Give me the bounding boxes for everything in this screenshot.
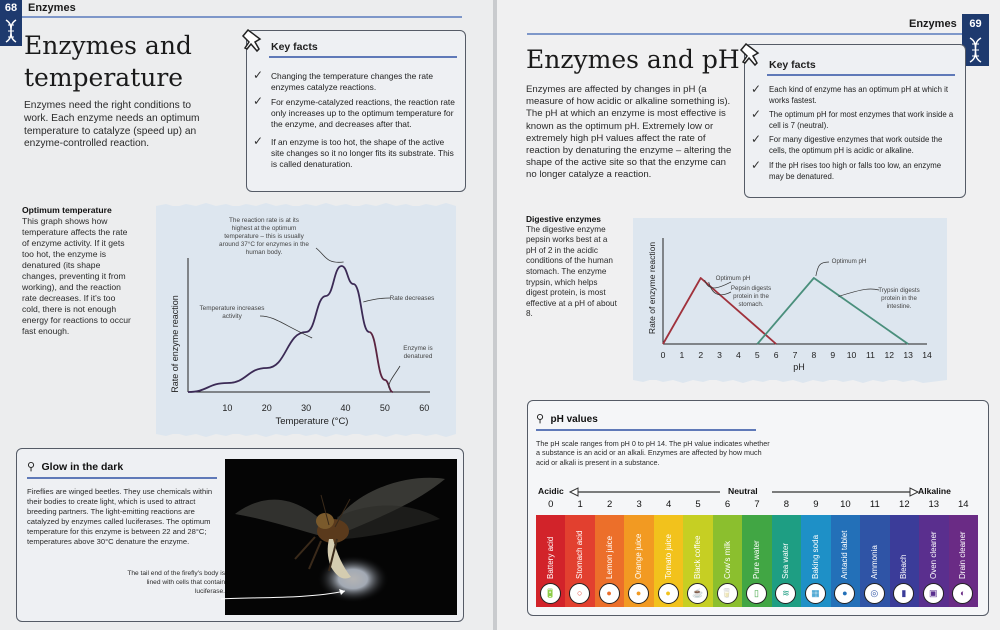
ph-color-strip xyxy=(536,515,978,607)
optimum-temp-text: This graph shows how temperature affects the rate of enzyme activity. If it gets too hot, the enzyme is denatured (its shape changes, preventing it from working), and the reaction rate decreases. If it's too cold, there is not enough energy for reactions to occur fast enough. xyxy=(22,216,131,336)
trypsin-arrow xyxy=(838,289,879,297)
checkmark-icon: ✓ xyxy=(253,134,264,148)
drain-cleaner-icon: ◐ xyxy=(952,583,973,604)
ph-swatch xyxy=(742,515,772,607)
header-rule-right xyxy=(527,33,965,35)
key-fact-item xyxy=(751,132,959,156)
ph-x-tick-label: 10 xyxy=(846,350,857,360)
alkaline-label: Alkaline xyxy=(918,486,951,496)
key-fact-text: Each kind of enzyme has an optimum pH at which it works fastest. xyxy=(769,85,948,105)
torn-edge xyxy=(156,202,456,210)
waves-icon: ≋ xyxy=(775,583,796,604)
magnifier-icon: ⚲ xyxy=(27,461,36,473)
pushpin-icon xyxy=(239,27,269,57)
torn-edge xyxy=(633,376,947,384)
annotation-line: stomach. xyxy=(738,301,764,308)
ph-swatch xyxy=(624,515,654,607)
checkmark-icon: ✓ xyxy=(751,132,762,146)
ph-chart xyxy=(633,218,947,380)
annotation-line: Trypsin digests xyxy=(878,287,920,294)
annotation-line: The reaction rate is at its xyxy=(229,217,299,224)
ph-chart-xlabel: pH xyxy=(793,362,805,372)
ph-swatch-label: Pure water xyxy=(751,540,761,579)
temp-x-tick-label: 50 xyxy=(379,403,390,413)
caption-arrow xyxy=(217,569,357,609)
tablet-icon: ● xyxy=(834,583,855,604)
neutral-label: Neutral xyxy=(728,486,758,496)
bleach-bottle-icon: ▮ xyxy=(893,583,914,604)
ph-number: 11 xyxy=(869,499,880,510)
ph-swatch-label: Drain cleaner xyxy=(958,531,968,579)
ph-x-tick-label: 7 xyxy=(792,350,798,360)
orange-icon: ● xyxy=(628,583,649,604)
annotation-line: Rate decreases xyxy=(389,295,435,302)
ph-swatch-label: Tomato juice xyxy=(663,534,673,579)
ph-number: 0 xyxy=(548,499,554,510)
key-facts-rule-right xyxy=(767,74,955,76)
ph-x-tick-label: 12 xyxy=(884,350,895,360)
ph-number: 6 xyxy=(724,499,731,510)
ph-rule xyxy=(536,429,756,431)
temp-increase-arrow xyxy=(260,316,312,338)
annotation-line: activity xyxy=(222,313,242,320)
temperature-chart xyxy=(156,206,456,434)
dna-icon xyxy=(0,16,22,46)
ph-swatch xyxy=(565,515,595,607)
annotation-line: protein in the xyxy=(733,293,769,300)
oven-icon: ▣ xyxy=(923,583,944,604)
temp-decrease-arrow xyxy=(363,298,390,302)
ph-number-row xyxy=(536,499,978,513)
checkmark-icon: ✓ xyxy=(751,82,762,96)
torn-edge xyxy=(156,430,456,438)
ph-x-tick-label: 14 xyxy=(922,350,932,360)
ph-chart-ylabel: Rate of enzyme reaction xyxy=(647,241,657,335)
digestive-heading: Digestive enzymes xyxy=(526,214,601,224)
battery-icon: 🔋 xyxy=(540,583,561,604)
coffee-cup-icon: ☕ xyxy=(687,583,708,604)
trypsin-optimum-annotation xyxy=(832,258,867,265)
key-facts-heading-left: Key facts xyxy=(271,41,318,53)
annotation-line: Pepsin digests xyxy=(730,285,772,292)
key-fact-text: For enzyme-catalyzed reactions, the reaction rate only increases up to the optimum temperature for the enzyme, and decreases after that. xyxy=(271,97,455,129)
ph-swatch xyxy=(772,515,802,607)
key-fact-item xyxy=(253,94,461,130)
intro-text-right: Enzymes are affected by changes in pH (a measure of how acidic or alkaline something is). The pH at which an enzyme is most effective is known as the optimum pH. Extremely low or extremely high pH values affect the rate of reaction by denaturing the enzyme – altering the shape of the active site so that the enzyme can no longer catalyze a reaction. xyxy=(526,84,732,181)
key-facts-box-right xyxy=(744,44,966,198)
ph-number: 2 xyxy=(607,499,613,510)
annotation-line: denatured xyxy=(403,353,433,360)
temp-denatured-arrow xyxy=(389,366,400,388)
ph-swatch-label: Antacid tablet xyxy=(840,530,850,579)
key-fact-item xyxy=(751,158,949,182)
ph-swatch-label: Oven cleaner xyxy=(928,531,938,579)
temp-x-tick-label: 20 xyxy=(261,403,272,413)
ph-swatch-label: Ammonia xyxy=(869,545,879,579)
key-fact-text: Changing the temperature changes the rate enzymes catalyze reactions. xyxy=(271,71,434,92)
checkmark-icon: ✓ xyxy=(751,107,762,121)
temp-x-tick-label: 10 xyxy=(222,403,233,413)
ph-number: 9 xyxy=(813,499,819,510)
annotation-line: around 37°C for enzymes in the xyxy=(219,241,309,248)
pushpin-icon xyxy=(737,41,767,71)
ph-x-tick-label: 0 xyxy=(660,350,666,360)
ph-x-tick-label: 1 xyxy=(679,350,685,360)
ph-swatch-label: Battery acid xyxy=(545,536,555,579)
ph-swatch xyxy=(683,515,713,607)
ph-x-tick-label: 4 xyxy=(736,350,741,360)
annotation-line: Optimum pH xyxy=(715,275,751,282)
ph-swatch-label: Lemon juice xyxy=(604,535,614,579)
ph-swatch xyxy=(831,515,861,607)
ph-heading-row xyxy=(536,409,598,427)
ph-number: 4 xyxy=(665,499,672,510)
water-glass-icon: ▯ xyxy=(746,583,767,604)
dna-icon xyxy=(962,34,989,66)
page-title-right: Enzymes and pH xyxy=(526,45,740,74)
intro-text-left: Enzymes need the right conditions to work. Each enzyme needs an optimum temperature to catalyze (speed up) an enzyme-controlled reaction. xyxy=(24,100,200,150)
temp-decrease-annotation xyxy=(390,295,435,302)
key-fact-text: The optimum pH for most enzymes that work inside a cell is 7 (neutral). xyxy=(769,110,954,130)
annotation-line: human body. xyxy=(245,249,283,256)
checkmark-icon: ✓ xyxy=(751,158,762,172)
temp-x-tick-label: 40 xyxy=(340,403,351,413)
ph-swatch-label: Bleach xyxy=(899,554,909,579)
temperature-chart-panel xyxy=(156,206,456,434)
trypsin-annotation xyxy=(878,287,919,310)
key-fact-text: If an enzyme is too hot, the shape of the active site changes so it no longer fits its substrate. This is called denaturation. xyxy=(271,137,454,169)
ammonia-icon: ◎ xyxy=(864,583,885,604)
ph-number: 10 xyxy=(840,499,851,510)
left-page xyxy=(0,0,493,630)
temp-denatured-annotation xyxy=(403,345,433,360)
annotation-line: Enzyme is xyxy=(403,345,433,352)
temp-x-tick-label: 30 xyxy=(301,403,312,413)
ph-direction-arrow xyxy=(568,485,948,499)
optimum-temp-heading: Optimum temperature xyxy=(22,205,112,215)
ph-chart-panel xyxy=(633,218,947,380)
lemon-icon: ● xyxy=(599,583,620,604)
ph-number: 13 xyxy=(928,499,940,510)
ph-swatch xyxy=(919,515,949,607)
header-rule-left xyxy=(22,16,462,18)
ph-values-heading: pH values xyxy=(550,414,598,425)
ph-swatch-label: Baking soda xyxy=(810,534,820,579)
annotation-line: Temperature increases xyxy=(199,305,265,312)
glow-heading: Glow in the dark xyxy=(41,461,124,473)
ph-number: 5 xyxy=(695,499,701,510)
ph-x-tick-label: 2 xyxy=(698,350,704,360)
ph-x-tick-label: 8 xyxy=(811,350,817,360)
checkmark-icon: ✓ xyxy=(253,94,264,108)
title-line-1: Enzymes and xyxy=(24,31,192,60)
ph-values-box xyxy=(527,400,989,616)
ph-swatch xyxy=(595,515,625,607)
section-header-left: Enzymes xyxy=(28,2,76,14)
annotation-line: highest at the optimum xyxy=(231,225,297,232)
digestive-block xyxy=(526,214,618,320)
ph-swatch xyxy=(801,515,831,607)
key-fact-item xyxy=(253,134,457,170)
tomato-icon: ● xyxy=(658,583,679,604)
key-fact-item xyxy=(751,82,949,106)
key-fact-item xyxy=(751,107,955,131)
right-page xyxy=(497,0,1000,630)
ph-number: 8 xyxy=(783,499,790,510)
ph-swatch xyxy=(654,515,684,607)
temp-increase-annotation xyxy=(199,305,264,320)
page-number-right: 69 xyxy=(962,14,989,34)
milk-bottle-icon: 🥛 xyxy=(717,583,738,604)
glow-rule xyxy=(27,477,217,479)
ph-swatch xyxy=(890,515,920,607)
stomach-icon: ○ xyxy=(569,583,590,604)
key-fact-text: For many digestive enzymes that work outside the cells, the optimum pH is acidic or alkaline. xyxy=(769,135,943,155)
key-fact-text: If the pH rises too high or falls too low, an enzyme may be denatured. xyxy=(769,161,942,181)
ph-number: 1 xyxy=(577,499,583,510)
key-facts-rule-left xyxy=(269,56,457,58)
title-line-2: temperature xyxy=(24,63,184,92)
temp-optimum-annotation xyxy=(219,217,309,256)
ph-values-text: The pH scale ranges from pH 0 to pH 14. The pH value indicates whether a substance is an acid or an alkali. Enzymes are affected by how much acid or alkali is present in a substance. xyxy=(536,439,770,467)
optimum-temp-block xyxy=(22,205,134,337)
ph-x-tick-label: 11 xyxy=(865,350,875,360)
ph-swatch-label: Black coffee xyxy=(693,535,703,579)
checkmark-icon: ✓ xyxy=(253,68,264,82)
magnifier-icon: ⚲ xyxy=(536,413,545,425)
trypsin-optimum-arrow xyxy=(816,262,829,276)
annotation-line: protein in the xyxy=(881,295,917,302)
section-header-right: Enzymes xyxy=(909,18,957,30)
ph-number: 3 xyxy=(636,499,642,510)
ph-number: 12 xyxy=(899,499,910,510)
acidic-label: Acidic xyxy=(538,486,564,496)
temp-curve-line xyxy=(188,266,369,392)
ph-swatch xyxy=(949,515,979,607)
temp-x-tick-label: 60 xyxy=(419,403,430,413)
pepsin-optimum-annotation xyxy=(716,275,751,282)
ph-x-tick-label: 13 xyxy=(903,350,913,360)
ph-x-tick-label: 9 xyxy=(830,350,836,360)
key-facts-box-left xyxy=(246,30,466,192)
glow-text: Fireflies are winged beetles. They use chemicals within their bodies to create light, which is used to attract breeding partners. The light-emitting reactions are catalyzed by enzymes called luciferases. The optimum temperature for this enzyme is between 22 and 28°C; temperatures above 30°C denature the enzyme. xyxy=(27,487,213,546)
glow-heading-row xyxy=(27,457,123,475)
glow-box xyxy=(16,448,464,622)
firefly-caption: The tail end of the firefly's body is lined with cells that contain luciferase. xyxy=(127,570,225,595)
annotation-line: temperature – this is usually xyxy=(224,233,304,240)
ph-x-tick-label: 5 xyxy=(754,350,760,360)
key-fact-item xyxy=(253,68,457,93)
key-facts-heading-right: Key facts xyxy=(769,59,816,71)
ph-x-tick-label: 6 xyxy=(773,350,779,360)
temp-chart-xlabel: Temperature (°C) xyxy=(275,416,349,427)
ph-swatch-label: Cow's milk xyxy=(722,541,732,579)
annotation-line: intestine. xyxy=(886,303,912,310)
annotation-line: Optimum pH xyxy=(831,258,867,265)
temp-chart-ylabel: Rate of enzyme reaction xyxy=(170,295,180,393)
temp-optimum-arrow xyxy=(316,248,344,262)
ph-swatch-label: Sea water xyxy=(781,542,791,579)
ph-swatch-label: Orange juice xyxy=(634,533,644,579)
page-title-left xyxy=(24,30,192,94)
ph-number: 7 xyxy=(754,499,760,510)
ph-swatch-label: Stomach acid xyxy=(575,530,585,579)
ph-swatch xyxy=(536,515,566,607)
ph-x-tick-label: 3 xyxy=(717,350,722,360)
ph-swatch xyxy=(860,515,890,607)
ph-number: 14 xyxy=(957,499,969,510)
digestive-text: The digestive enzyme pepsin works best at a pH of 2 in the acidic conditions of the human stomach. The enzyme trypsin, which helps digest protein, is most effective at a pH of about 8. xyxy=(526,224,617,319)
page-number-left: 68 xyxy=(0,0,22,16)
baking-soda-icon: ▦ xyxy=(805,583,826,604)
ph-swatch xyxy=(713,515,743,607)
pepsin-annotation xyxy=(731,285,771,308)
